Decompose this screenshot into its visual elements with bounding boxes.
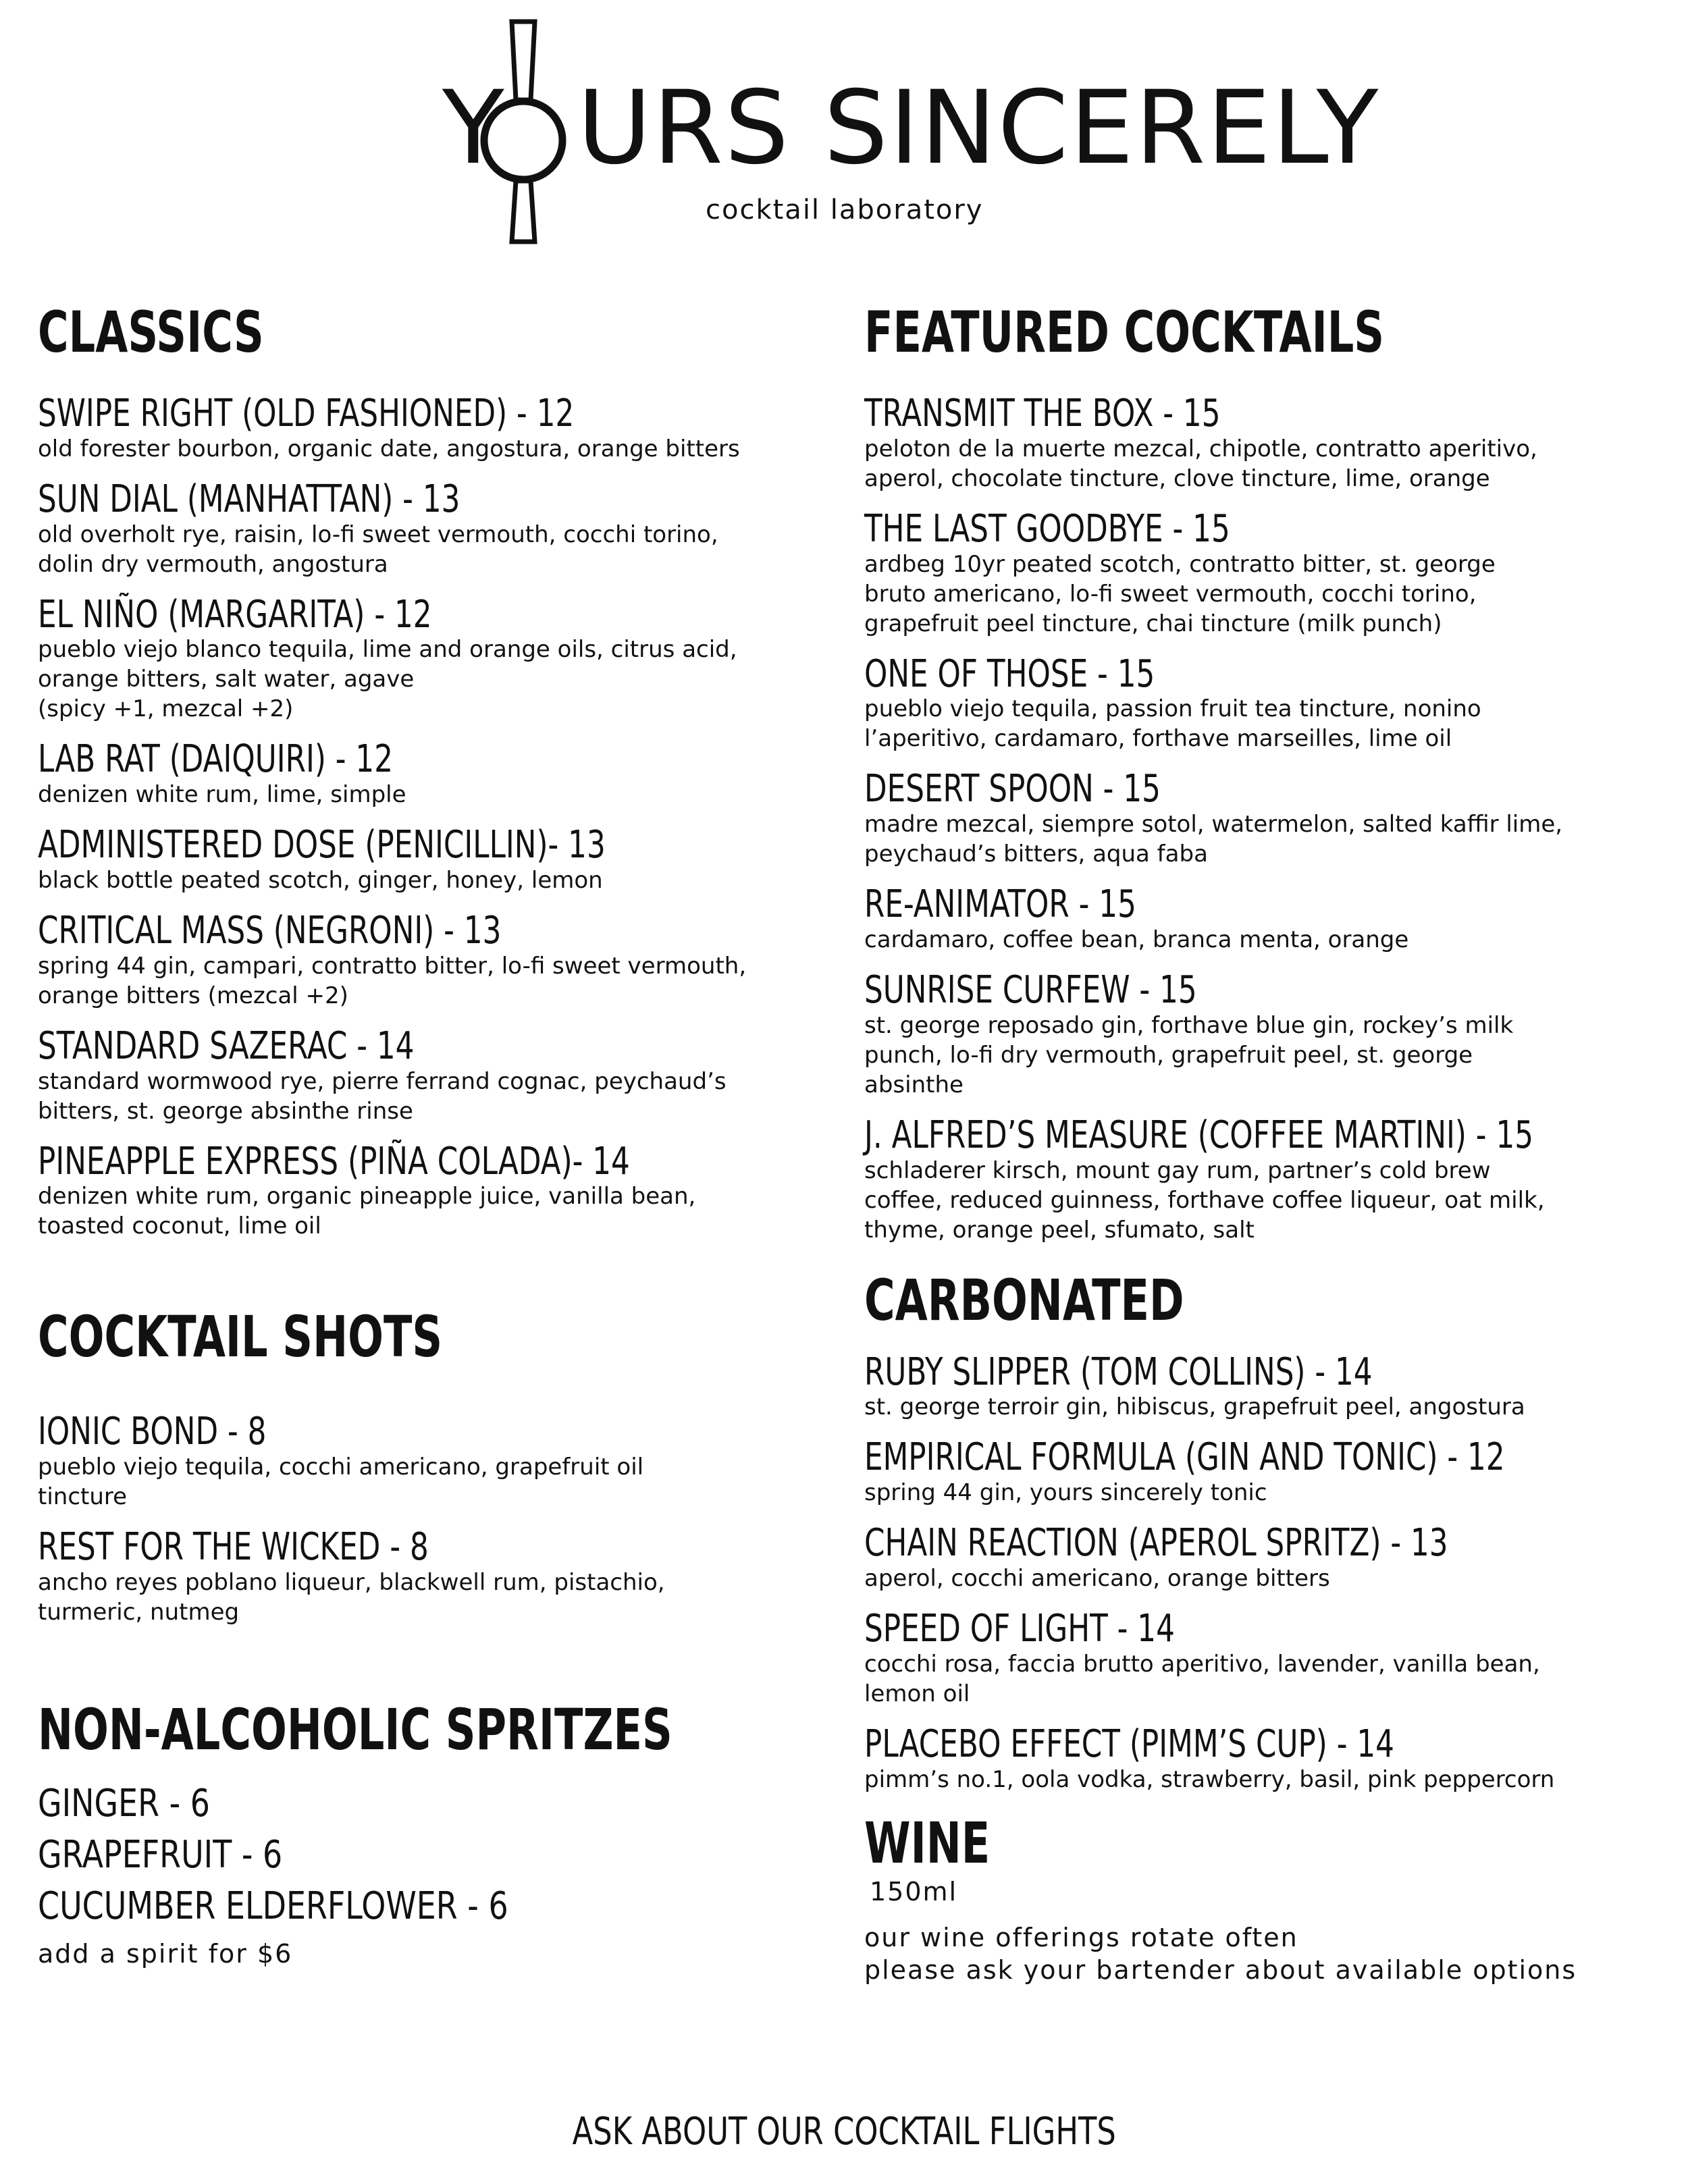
drink-name: SWIPE RIGHT (OLD FASHIONED) - 12 (38, 392, 575, 435)
featured-cocktails-title: FEATURED COCKTAILS (864, 299, 1385, 365)
drink-item (38, 1139, 828, 1242)
drink-description: madre mezcal, siempre sotol, watermelon, salted kaffir lime, peychaud’s bitters, aqua faba (864, 811, 1563, 868)
drink-name: RE-ANIMATOR - 15 (864, 882, 1136, 927)
drink-name: DESERT SPOON - 15 (864, 767, 1161, 811)
brand-tagline: cocktail laboratory (706, 194, 984, 225)
drink-item (864, 1521, 1654, 1593)
drink-item (38, 823, 828, 895)
drink-name: ONE OF THOSE - 15 (864, 651, 1155, 696)
menu-header (0, 14, 1688, 257)
drink-item (38, 908, 828, 1011)
drink-item (864, 967, 1654, 1100)
drink-name: ADMINISTERED DOSE (PENICILLIN)- 13 (38, 823, 606, 868)
drink-description: pueblo viejo tequila, cocchi americano, grapefruit oil tincture (38, 1454, 644, 1511)
spirit-addon-note: add a spirit for $6 (38, 1938, 293, 1969)
drink-item (864, 394, 1654, 494)
drink-item (38, 1412, 828, 1512)
drink-description: pueblo viejo tequila, passion fruit tea tincture, nonino l’aperitivo, cardamaro, forthave marseilles, lime oil (864, 695, 1481, 753)
drink-description: st. george reposado gin, forthave blue gin, rockey’s milk punch, lo-fi dry vermouth, grapefruit peel, st. george absinthe (864, 1011, 1514, 1098)
brand-name: URS SINCERELY (577, 70, 1380, 187)
drink-item (38, 1525, 828, 1627)
drink-name: THE LAST GOODBYE - 15 (864, 506, 1230, 551)
drink-name: REST FOR THE WICKED - 8 (38, 1525, 429, 1570)
right-column (864, 299, 1654, 1985)
drink-description: denizen white rum, organic pineapple juice, vanilla bean, toasted coconut, lime oil (38, 1183, 696, 1240)
drink-name: CHAIN REACTION (APEROL SPRITZ) - 13 (864, 1521, 1448, 1566)
drink-name: J. ALFRED’S MEASURE (COFFEE MARTINI) - 15 (864, 1113, 1534, 1157)
drink-name: SPEED OF LIGHT - 14 (864, 1606, 1175, 1651)
drink-item (864, 1113, 1654, 1245)
drink-name: EMPIRICAL FORMULA (GIN AND TONIC) - 12 (864, 1435, 1505, 1480)
wine-note-line2: please ask your bartender about available options (864, 1954, 1577, 1985)
drink-name: PLACEBO EFFECT (PIMM’S CUP) - 14 (864, 1722, 1394, 1766)
drink-item (864, 882, 1654, 955)
drink-item (864, 767, 1654, 869)
drink-name: STANDARD SAZERAC - 14 (38, 1023, 415, 1068)
drink-name: EL NIÑO (MARGARITA) - 12 (38, 592, 432, 637)
drink-item (864, 1722, 1654, 1794)
drink-description: schladerer kirsch, mount gay rum, partner’s cold brew coffee, reduced guinness, forthave coffee liqueur, oat milk, thyme, orange peel, sfumato, salt (864, 1156, 1545, 1244)
drink-item (38, 737, 828, 809)
drink-description: pimm’s no.1, oola vodka, strawberry, basil, pink peppercorn (864, 1765, 1555, 1793)
drink-item (864, 1606, 1654, 1709)
spritz-item: CUCUMBER ELDERFLOWER - 6 (38, 1884, 508, 1928)
drink-name: IONIC BOND - 8 (38, 1410, 267, 1454)
spritz-item: GRAPEFRUIT - 6 (38, 1832, 283, 1877)
drink-item (864, 506, 1654, 639)
drink-description: cocchi rosa, faccia brutto aperitivo, lavender, vanilla bean, lemon oil (864, 1650, 1540, 1707)
drink-name: TRANSMIT THE BOX - 15 (864, 392, 1221, 435)
drink-item (38, 1023, 828, 1126)
drink-description: aperol, cocchi americano, orange bitters (864, 1564, 1330, 1592)
drink-item (864, 1435, 1654, 1508)
spritz-item: GINGER - 6 (38, 1781, 210, 1826)
drink-name: PINEAPPLE EXPRESS (PIÑA COLADA)- 14 (38, 1139, 630, 1183)
drink-name: CRITICAL MASS (NEGRONI) - 13 (38, 908, 502, 953)
drink-description: old forester bourbon, organic date, angostura, orange bitters (38, 435, 740, 462)
cocktail-shots-title: COCKTAIL SHOTS (38, 1304, 443, 1370)
drink-name: LAB RAT (DAIQUIRI) - 12 (38, 737, 394, 782)
wine-pour-size: 150ml (870, 1876, 958, 1907)
left-column (38, 299, 828, 1969)
classics-title: CLASSICS (38, 299, 264, 365)
drink-item (38, 592, 828, 724)
wine-title: WINE (864, 1809, 991, 1876)
drink-description: ardbeg 10yr peated scotch, contratto bitter, st. george bruto americano, lo-fi sweet vermouth, cocchi torino, grapefruit peel tincture, chai tincture (milk punch) (864, 550, 1496, 637)
drink-name: SUN DIAL (MANHATTAN) - 13 (38, 477, 460, 521)
drink-description: cardamaro, coffee bean, branca menta, orange (864, 926, 1409, 953)
drink-description: spring 44 gin, campari, contratto bitter, lo-fi sweet vermouth, orange bitters (mezcal +2) (38, 952, 747, 1009)
drink-description: old overholt rye, raisin, lo-fi sweet vermouth, cocchi torino, dolin dry vermouth, angostura (38, 521, 718, 578)
footer-text: ASK ABOUT OUR COCKTAIL FLIGHTS (572, 2110, 1116, 2154)
non-alcoholic-title: NON-ALCOHOLIC SPRITZES (38, 1696, 672, 1763)
drink-name: RUBY SLIPPER (TOM COLLINS) - 14 (864, 1350, 1373, 1394)
brand-name-initial: Y (442, 70, 506, 187)
drink-description: standard wormwood rye, pierre ferrand cognac, peychaud’s bitters, st. george absinthe rinse (38, 1067, 727, 1125)
drink-description: ancho reyes poblano liqueur, blackwell rum, pistachio, turmeric, nutmeg (38, 1568, 665, 1626)
drink-description: denizen white rum, lime, simple (38, 781, 406, 809)
drink-item (864, 651, 1654, 754)
drink-item (864, 1350, 1654, 1422)
drink-description: black bottle peated scotch, ginger, honey, lemon (38, 866, 603, 894)
drink-item (38, 477, 828, 579)
drink-description: pueblo viejo blanco tequila, lime and orange oils, citrus acid, orange bitters, salt water, agave (spicy +1, mezcal +2) (38, 636, 737, 723)
drink-name: SUNRISE CURFEW - 15 (864, 967, 1197, 1012)
carbonated-title: CARBONATED (864, 1267, 1184, 1333)
cocktail-flights-footer (0, 2110, 1688, 2154)
wine-note-line1: our wine offerings rotate often (864, 1922, 1298, 1952)
drink-description: spring 44 gin, yours sincerely tonic (864, 1479, 1267, 1507)
drink-description: st. george terroir gin, hibiscus, grapefruit peel, angostura (864, 1393, 1525, 1421)
drink-description: peloton de la muerte mezcal, chipotle, contratto aperitivo, aperol, chocolate tincture, clove tincture, lime, orange (864, 435, 1537, 492)
drink-item (38, 394, 828, 464)
